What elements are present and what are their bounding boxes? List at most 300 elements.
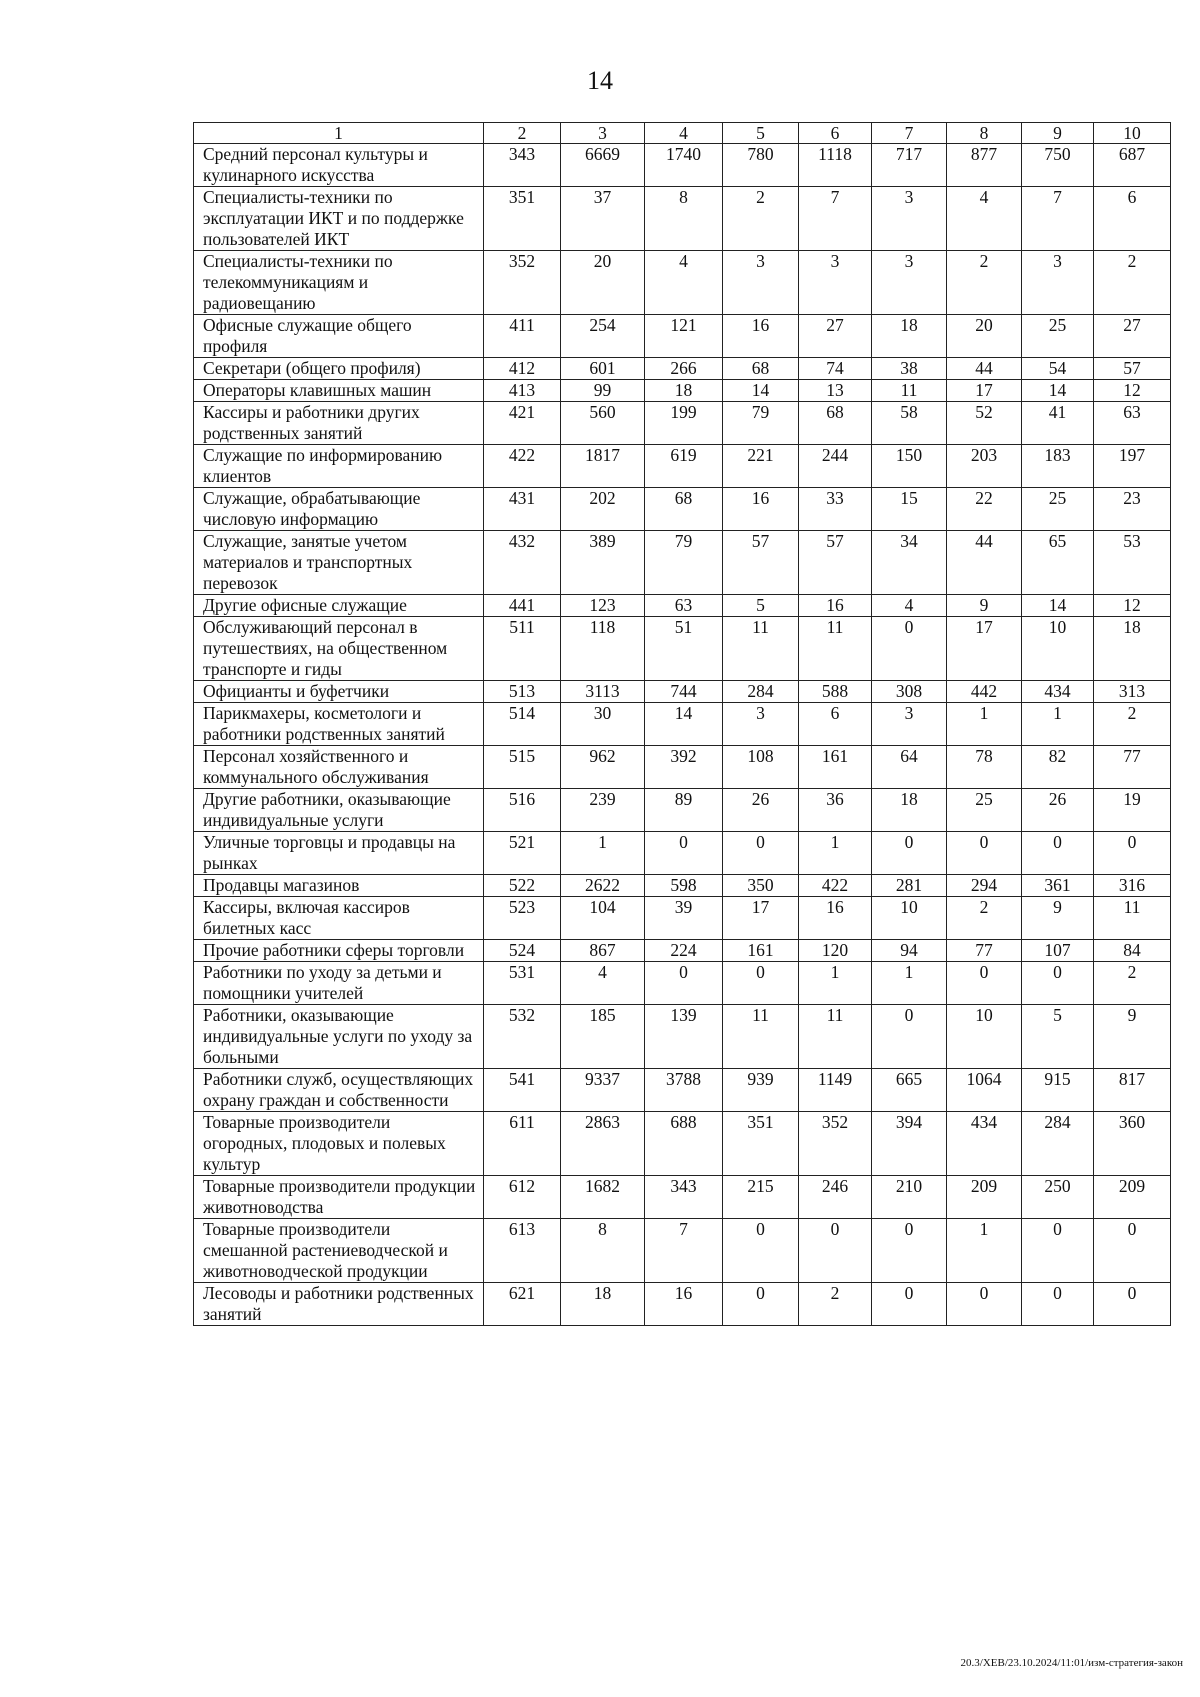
occupation-name: Лесоводы и работники родственных занятий (194, 1283, 484, 1326)
table-cell: 27 (1094, 315, 1171, 358)
table-cell: 0 (1022, 962, 1094, 1005)
table-cell: 9 (1022, 897, 1094, 940)
table-row (194, 1176, 1171, 1219)
table-cell: 5 (1022, 1005, 1094, 1069)
table-cell: 65 (1022, 531, 1094, 595)
table-cell: 422 (799, 875, 872, 897)
table-cell: 39 (645, 897, 723, 940)
column-header-2: 2 (484, 123, 561, 144)
occupation-name: Работники по уходу за детьми и помощники учителей (194, 962, 484, 1005)
table-cell: 389 (561, 531, 645, 595)
table-cell: 57 (799, 531, 872, 595)
table-cell: 79 (645, 531, 723, 595)
table-cell: 11 (799, 1005, 872, 1069)
table-cell: 0 (723, 1283, 799, 1326)
table-cell: 0 (947, 962, 1022, 1005)
table-cell: 1149 (799, 1069, 872, 1112)
table-cell: 78 (947, 746, 1022, 789)
table-cell: 74 (799, 358, 872, 380)
table-cell: 52 (947, 402, 1022, 445)
occupation-code: 532 (484, 1005, 561, 1069)
table-cell: 4 (947, 187, 1022, 251)
table-cell: 588 (799, 681, 872, 703)
table-cell: 17 (723, 897, 799, 940)
table-cell: 442 (947, 681, 1022, 703)
table-cell: 14 (645, 703, 723, 746)
table-cell: 2 (1094, 962, 1171, 1005)
table-cell: 199 (645, 402, 723, 445)
column-header-6: 6 (799, 123, 872, 144)
document-footer: 20.3/ХЕВ/23.10.2024/11:01/изм-стратегия-закон (960, 1657, 1183, 1669)
table-cell: 6 (1094, 187, 1171, 251)
table-cell: 25 (1022, 488, 1094, 531)
table-cell: 284 (1022, 1112, 1094, 1176)
occupation-code: 422 (484, 445, 561, 488)
table-cell: 266 (645, 358, 723, 380)
table-cell: 108 (723, 746, 799, 789)
table-cell: 3 (799, 251, 872, 315)
table-cell: 58 (872, 402, 947, 445)
table-cell: 210 (872, 1176, 947, 1219)
table-cell: 0 (1094, 832, 1171, 875)
table-row (194, 187, 1171, 251)
table-cell: 121 (645, 315, 723, 358)
table-cell: 915 (1022, 1069, 1094, 1112)
table-cell: 63 (645, 595, 723, 617)
table-cell: 1 (872, 962, 947, 1005)
table-cell: 0 (723, 832, 799, 875)
table-cell: 11 (799, 617, 872, 681)
table-row (194, 1069, 1171, 1112)
table-cell: 394 (872, 1112, 947, 1176)
table-cell: 38 (872, 358, 947, 380)
occupation-name: Парикмахеры, косметологи и работники родственных занятий (194, 703, 484, 746)
table-cell: 1118 (799, 144, 872, 187)
occupation-code: 343 (484, 144, 561, 187)
table-row (194, 1283, 1171, 1326)
occupation-name: Прочие работники сферы торговли (194, 940, 484, 962)
table-row (194, 962, 1171, 1005)
table-cell: 25 (947, 789, 1022, 832)
table-cell: 36 (799, 789, 872, 832)
table-cell: 68 (723, 358, 799, 380)
table-cell: 361 (1022, 875, 1094, 897)
occupation-code: 351 (484, 187, 561, 251)
table-cell: 3 (723, 703, 799, 746)
table-cell: 183 (1022, 445, 1094, 488)
table-cell: 0 (872, 832, 947, 875)
occupation-code: 431 (484, 488, 561, 531)
table-row (194, 897, 1171, 940)
table-cell: 14 (723, 380, 799, 402)
table-cell: 0 (1022, 1283, 1094, 1326)
occupation-name: Официанты и буфетчики (194, 681, 484, 703)
table-cell: 23 (1094, 488, 1171, 531)
statistics-table (193, 122, 1171, 1326)
table-cell: 4 (872, 595, 947, 617)
table-cell: 434 (1022, 681, 1094, 703)
column-header-4: 4 (645, 123, 723, 144)
table-row (194, 445, 1171, 488)
table-cell: 780 (723, 144, 799, 187)
occupation-code: 515 (484, 746, 561, 789)
table-cell: 11 (723, 1005, 799, 1069)
table-cell: 2622 (561, 875, 645, 897)
table-row (194, 144, 1171, 187)
table-cell: 939 (723, 1069, 799, 1112)
table-cell: 13 (799, 380, 872, 402)
table-cell: 14 (1022, 380, 1094, 402)
table-cell: 16 (723, 488, 799, 531)
table-cell: 77 (947, 940, 1022, 962)
table-cell: 0 (1022, 832, 1094, 875)
occupation-name: Работники, оказывающие индивидуальные услуги по уходу за больными (194, 1005, 484, 1069)
table-cell: 94 (872, 940, 947, 962)
table-cell: 16 (645, 1283, 723, 1326)
occupation-code: 432 (484, 531, 561, 595)
table-cell: 64 (872, 746, 947, 789)
table-cell: 0 (723, 962, 799, 1005)
occupation-name: Служащие по информированию клиентов (194, 445, 484, 488)
table-cell: 10 (947, 1005, 1022, 1069)
table-row (194, 402, 1171, 445)
table-cell: 16 (799, 595, 872, 617)
table-cell: 3 (723, 251, 799, 315)
table-cell: 284 (723, 681, 799, 703)
occupation-code: 411 (484, 315, 561, 358)
table-cell: 1 (799, 832, 872, 875)
occupation-name: Специалисты-техники по телекоммуникациям и радиовещанию (194, 251, 484, 315)
table-cell: 6 (799, 703, 872, 746)
table-cell: 12 (1094, 595, 1171, 617)
table-cell: 161 (723, 940, 799, 962)
table-cell: 224 (645, 940, 723, 962)
table-cell: 1817 (561, 445, 645, 488)
occupation-code: 612 (484, 1176, 561, 1219)
table-cell: 123 (561, 595, 645, 617)
occupation-name: Секретари (общего профиля) (194, 358, 484, 380)
table-cell: 601 (561, 358, 645, 380)
table-cell: 68 (799, 402, 872, 445)
table-cell: 11 (1094, 897, 1171, 940)
table-cell: 0 (947, 1283, 1022, 1326)
occupation-name: Обслуживающий персонал в путешествиях, на общественном транспорте и гиды (194, 617, 484, 681)
table-cell: 14 (1022, 595, 1094, 617)
occupation-name: Служащие, занятые учетом материалов и транспортных перевозок (194, 531, 484, 595)
occupation-name: Служащие, обрабатывающие числовую информацию (194, 488, 484, 531)
table-cell: 877 (947, 144, 1022, 187)
occupation-name: Другие офисные служащие (194, 595, 484, 617)
column-header-8: 8 (947, 123, 1022, 144)
occupation-code: 523 (484, 897, 561, 940)
table-cell: 3113 (561, 681, 645, 703)
table-cell: 215 (723, 1176, 799, 1219)
table-cell: 239 (561, 789, 645, 832)
table-cell: 9337 (561, 1069, 645, 1112)
table-cell: 20 (561, 251, 645, 315)
table-cell: 209 (1094, 1176, 1171, 1219)
occupation-code: 413 (484, 380, 561, 402)
table-cell: 118 (561, 617, 645, 681)
table-cell: 2 (1094, 251, 1171, 315)
table-cell: 1 (799, 962, 872, 1005)
table-cell: 560 (561, 402, 645, 445)
table-cell: 392 (645, 746, 723, 789)
occupation-code: 513 (484, 681, 561, 703)
column-header-10: 10 (1094, 123, 1171, 144)
table-cell: 2 (947, 251, 1022, 315)
table-cell: 139 (645, 1005, 723, 1069)
table-cell: 54 (1022, 358, 1094, 380)
table-cell: 107 (1022, 940, 1094, 962)
table-cell: 16 (723, 315, 799, 358)
table-row (194, 746, 1171, 789)
table-cell: 209 (947, 1176, 1022, 1219)
table-row (194, 358, 1171, 380)
table-cell: 33 (799, 488, 872, 531)
table-cell: 744 (645, 681, 723, 703)
occupation-code: 522 (484, 875, 561, 897)
table-cell: 5 (723, 595, 799, 617)
table-cell: 11 (872, 380, 947, 402)
column-header-7: 7 (872, 123, 947, 144)
occupation-name: Офисные служащие общего профиля (194, 315, 484, 358)
table-cell: 294 (947, 875, 1022, 897)
table-cell: 22 (947, 488, 1022, 531)
table-cell: 16 (799, 897, 872, 940)
table-cell: 3 (872, 703, 947, 746)
occupation-name: Кассиры и работники других родственных занятий (194, 402, 484, 445)
occupation-name: Товарные производители огородных, плодовых и полевых культур (194, 1112, 484, 1176)
table-cell: 18 (872, 315, 947, 358)
occupation-name: Товарные производители продукции животноводства (194, 1176, 484, 1219)
table-row (194, 251, 1171, 315)
table-cell: 4 (561, 962, 645, 1005)
table-cell: 2863 (561, 1112, 645, 1176)
occupation-code: 621 (484, 1283, 561, 1326)
occupation-code: 531 (484, 962, 561, 1005)
table-cell: 0 (645, 832, 723, 875)
table-cell: 79 (723, 402, 799, 445)
table-cell: 0 (645, 962, 723, 1005)
occupation-code: 611 (484, 1112, 561, 1176)
occupation-code: 421 (484, 402, 561, 445)
column-header-1: 1 (194, 123, 484, 144)
table-cell: 0 (799, 1219, 872, 1283)
occupation-name: Уличные торговцы и продавцы на рынках (194, 832, 484, 875)
table-cell: 1682 (561, 1176, 645, 1219)
table-cell: 619 (645, 445, 723, 488)
table-cell: 962 (561, 746, 645, 789)
table-cell: 34 (872, 531, 947, 595)
table-cell: 2 (723, 187, 799, 251)
table-cell: 1 (561, 832, 645, 875)
table-cell: 6669 (561, 144, 645, 187)
table-cell: 688 (645, 1112, 723, 1176)
table-cell: 250 (1022, 1176, 1094, 1219)
table-cell: 316 (1094, 875, 1171, 897)
column-header-row (194, 123, 1171, 144)
table-cell: 44 (947, 531, 1022, 595)
table-cell: 352 (799, 1112, 872, 1176)
table-cell: 19 (1094, 789, 1171, 832)
table-cell: 84 (1094, 940, 1171, 962)
occupation-name: Другие работники, оказывающие индивидуальные услуги (194, 789, 484, 832)
table-cell: 77 (1094, 746, 1171, 789)
page-number: 14 (587, 66, 613, 95)
table-cell: 3 (872, 251, 947, 315)
table-cell: 15 (872, 488, 947, 531)
table-cell: 281 (872, 875, 947, 897)
occupation-name: Специалисты-техники по эксплуатации ИКТ и по поддержке пользователей ИКТ (194, 187, 484, 251)
table-cell: 1 (947, 703, 1022, 746)
table-row (194, 617, 1171, 681)
table-cell: 1064 (947, 1069, 1022, 1112)
occupation-code: 511 (484, 617, 561, 681)
occupation-code: 524 (484, 940, 561, 962)
table-cell: 717 (872, 144, 947, 187)
table-cell: 0 (1094, 1219, 1171, 1283)
table-cell: 0 (947, 832, 1022, 875)
occupation-code: 613 (484, 1219, 561, 1283)
table-cell: 20 (947, 315, 1022, 358)
table-cell: 313 (1094, 681, 1171, 703)
table-cell: 360 (1094, 1112, 1171, 1176)
table-cell: 2 (1094, 703, 1171, 746)
table-cell: 99 (561, 380, 645, 402)
table-cell: 202 (561, 488, 645, 531)
occupation-name: Товарные производители смешанной растениеводческой и животноводческой продукции (194, 1219, 484, 1283)
table-cell: 25 (1022, 315, 1094, 358)
table-cell: 0 (1022, 1219, 1094, 1283)
table-row (194, 488, 1171, 531)
occupation-code: 514 (484, 703, 561, 746)
table-cell: 10 (872, 897, 947, 940)
table-row (194, 595, 1171, 617)
table-cell: 185 (561, 1005, 645, 1069)
table-cell: 350 (723, 875, 799, 897)
table-cell: 9 (1094, 1005, 1171, 1069)
occupation-name: Средний персонал культуры и кулинарного искусства (194, 144, 484, 187)
table-cell: 0 (872, 617, 947, 681)
table-cell: 197 (1094, 445, 1171, 488)
table-cell: 351 (723, 1112, 799, 1176)
table-cell: 7 (799, 187, 872, 251)
table-cell: 63 (1094, 402, 1171, 445)
table-cell: 434 (947, 1112, 1022, 1176)
table-cell: 2 (799, 1283, 872, 1326)
occupation-name: Операторы клавишных машин (194, 380, 484, 402)
table-cell: 18 (561, 1283, 645, 1326)
table-cell: 244 (799, 445, 872, 488)
table-cell: 687 (1094, 144, 1171, 187)
table-cell: 120 (799, 940, 872, 962)
table-cell: 867 (561, 940, 645, 962)
table-cell: 82 (1022, 746, 1094, 789)
occupation-name: Кассиры, включая кассиров билетных касс (194, 897, 484, 940)
table-cell: 7 (645, 1219, 723, 1283)
table-cell: 12 (1094, 380, 1171, 402)
occupation-code: 521 (484, 832, 561, 875)
table-row (194, 1005, 1171, 1069)
table-cell: 750 (1022, 144, 1094, 187)
table-cell: 18 (872, 789, 947, 832)
table-cell: 246 (799, 1176, 872, 1219)
table-cell: 221 (723, 445, 799, 488)
occupation-code: 441 (484, 595, 561, 617)
table-row (194, 681, 1171, 703)
table-row (194, 531, 1171, 595)
table-cell: 26 (1022, 789, 1094, 832)
table-cell: 89 (645, 789, 723, 832)
table-row (194, 1219, 1171, 1283)
occupation-name: Продавцы магазинов (194, 875, 484, 897)
table-cell: 4 (645, 251, 723, 315)
table-cell: 68 (645, 488, 723, 531)
table-cell: 11 (723, 617, 799, 681)
table-cell: 308 (872, 681, 947, 703)
table-body (194, 144, 1171, 1326)
table-cell: 0 (872, 1219, 947, 1283)
table-cell: 203 (947, 445, 1022, 488)
table-row (194, 315, 1171, 358)
table-cell: 1 (1022, 703, 1094, 746)
table-cell: 17 (947, 617, 1022, 681)
table-cell: 598 (645, 875, 723, 897)
table-cell: 0 (872, 1005, 947, 1069)
occupation-code: 516 (484, 789, 561, 832)
table-cell: 0 (872, 1283, 947, 1326)
table-cell: 17 (947, 380, 1022, 402)
table-cell: 817 (1094, 1069, 1171, 1112)
table-cell: 7 (1022, 187, 1094, 251)
occupation-code: 352 (484, 251, 561, 315)
table-cell: 57 (723, 531, 799, 595)
table-cell: 8 (561, 1219, 645, 1283)
table-cell: 51 (645, 617, 723, 681)
occupation-code: 541 (484, 1069, 561, 1112)
table-cell: 2 (947, 897, 1022, 940)
table-cell: 18 (1094, 617, 1171, 681)
column-header-3: 3 (561, 123, 645, 144)
table-cell: 9 (947, 595, 1022, 617)
table-cell: 104 (561, 897, 645, 940)
table-cell: 41 (1022, 402, 1094, 445)
table-cell: 27 (799, 315, 872, 358)
table-cell: 1 (947, 1219, 1022, 1283)
table-cell: 0 (723, 1219, 799, 1283)
table-cell: 665 (872, 1069, 947, 1112)
table-cell: 18 (645, 380, 723, 402)
occupation-name: Персонал хозяйственного и коммунального обслуживания (194, 746, 484, 789)
table-cell: 57 (1094, 358, 1171, 380)
table-cell: 8 (645, 187, 723, 251)
table-cell: 3 (1022, 251, 1094, 315)
table-cell: 343 (645, 1176, 723, 1219)
table-row (194, 832, 1171, 875)
table-cell: 30 (561, 703, 645, 746)
table-cell: 0 (1094, 1283, 1171, 1326)
table-row (194, 789, 1171, 832)
table-cell: 1740 (645, 144, 723, 187)
table-cell: 3788 (645, 1069, 723, 1112)
table-row (194, 703, 1171, 746)
table-cell: 254 (561, 315, 645, 358)
table-cell: 10 (1022, 617, 1094, 681)
table-cell: 3 (872, 187, 947, 251)
column-header-5: 5 (723, 123, 799, 144)
table-row (194, 875, 1171, 897)
